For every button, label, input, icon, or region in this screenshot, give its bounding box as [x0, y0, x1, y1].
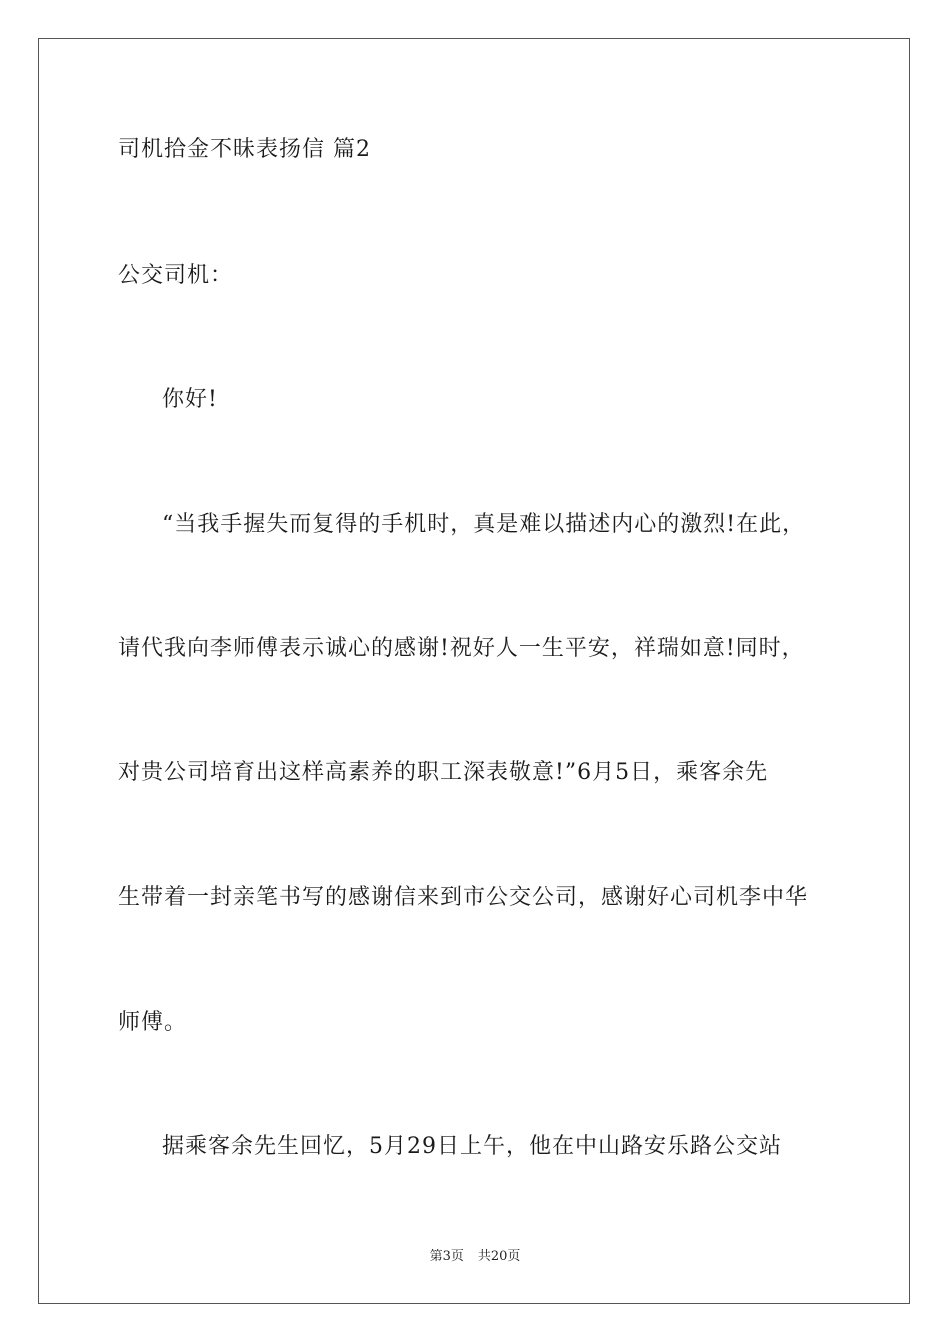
paragraph-1-line-3: 对贵公司培育出这样高素养的职工深表敬意!”6月5日，乘客余先 [118, 760, 769, 785]
letter-heading: 司机拾金不昧表扬信 篇2 [118, 137, 371, 162]
paragraph-1-line-4: 生带着一封亲笔书写的感谢信来到市公交公司，感谢好心司机李中华 [118, 885, 809, 910]
paragraph-1-line-5: 师傅。 [118, 1010, 188, 1035]
page-footer [0, 1248, 950, 1266]
paragraph-2-line-1: 据乘客余先生回忆，5月29日上午，他在中山路安乐路公交站 [162, 1134, 782, 1159]
paragraph-1-line-1: “当我手握失而复得的手机时，真是难以描述内心的激烈!在此， [162, 512, 806, 537]
page-number: 第3页 [429, 1249, 464, 1264]
salutation: 公交司机： [118, 263, 234, 288]
page-border [38, 38, 910, 1304]
greeting: 你好! [162, 387, 218, 412]
page-total: 共20页 [477, 1249, 521, 1264]
paragraph-1-line-2: 请代我向李师傅表示诚心的感谢!祝好人一生平安，祥瑞如意!同时， [118, 636, 805, 661]
